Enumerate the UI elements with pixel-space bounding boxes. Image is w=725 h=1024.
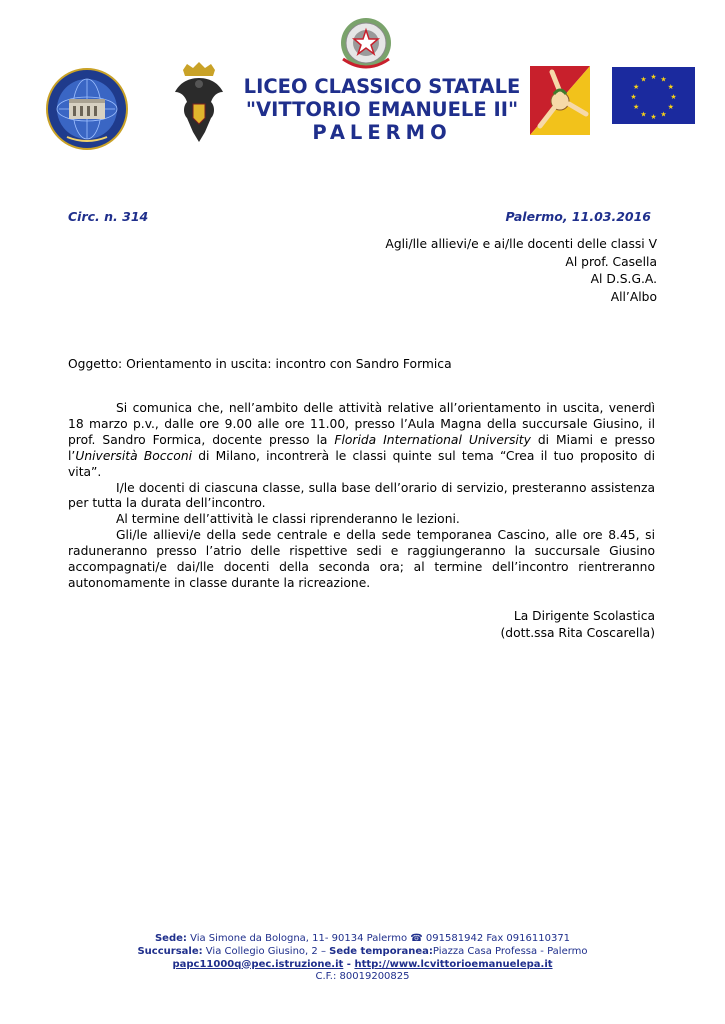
svg-text:★: ★: [630, 93, 637, 101]
eu-flag-icon: [612, 67, 695, 124]
circular-number: Circ. n. 314: [68, 209, 149, 224]
svg-text:★: ★: [667, 103, 674, 111]
letterhead-footer: [100, 933, 625, 984]
body-paragraph-2: I/le docenti di ciascuna classe, sulla base dell’orario di servizio, presteranno assistenza per tutta la durata dell’incontro.: [68, 480, 655, 511]
svg-text:★: ★: [650, 113, 657, 121]
body-paragraph-3: Al termine dell’attività le classi riprenderanno le lezioni.: [116, 512, 460, 527]
svg-text:★: ★: [660, 75, 667, 84]
footer-line-3: papc11000q@pec.istruzione.it - http://www.lcvittorioemanuelepa.it: [172, 958, 553, 970]
pec-email-link[interactable]: papc11000q@pec.istruzione.it: [172, 958, 344, 970]
school-name: [232, 75, 532, 144]
recipient-line: Al prof. Casella: [565, 254, 657, 269]
signature-name: (dott.ssa Rita Coscarella): [500, 626, 655, 640]
footer-line-2: Succursale: Via Collegio Giusino, 2 – Sede temporanea:Piazza Casa Professa - Palermo: [137, 945, 588, 957]
recipient-line: All’Albo: [610, 289, 657, 304]
svg-text:★: ★: [640, 75, 647, 84]
school-name-line2: "VITTORIO EMANUELE II": [245, 98, 519, 121]
italian-republic-emblem-icon: [337, 15, 395, 72]
place-date: Palermo, 11.03.2016: [505, 209, 651, 224]
subject-line: Oggetto: Orientamento in uscita: incontro con Sandro Formica: [68, 357, 452, 371]
university-name: Florida International University: [334, 432, 531, 447]
university-name: Università Bocconi: [75, 448, 193, 463]
school-name-line1: LICEO CLASSICO STATALE: [243, 75, 521, 98]
svg-text:★: ★: [640, 110, 647, 119]
svg-text:★: ★: [633, 103, 640, 111]
signature-role: La Dirigente Scolastica: [513, 609, 655, 623]
recipients-block: [385, 236, 657, 306]
palermo-coat-of-arms-icon: [173, 62, 225, 148]
svg-text:★: ★: [660, 110, 667, 119]
tax-code: C.F.: 80019200825: [315, 971, 410, 983]
recipient-line: Agli/lle allievi/e e ai/lle docenti delle classi V: [385, 237, 657, 251]
body-paragraph-1: Si comunica che, nell’ambito delle attività relative all’orientamento in uscita, venerdì 18 marzo p.v., dalle ore 9.00 alle ore 11.00, presso l’Aula Magna della succursale Giusino, il prof. Sandro Formica, docente presso la Florida International University di Miami e presso l’Università Bocconi di Milano, incontrerà le classi quinte sul tema “Crea il tuo proposito di vita”.: [68, 401, 655, 479]
website-link[interactable]: http://www.lcvittorioemanuelepa.it: [354, 958, 553, 970]
sicily-flag-icon: [530, 66, 590, 135]
svg-text:★: ★: [650, 73, 657, 81]
footer-line-1: Sede: Via Simone da Bologna, 11- 90134 Palermo ☎ 091581942 Fax 0916110371: [154, 933, 571, 944]
signature-block: [501, 608, 656, 642]
recipient-line: Al D.S.G.A.: [590, 272, 657, 286]
body-paragraph-4: Gli/le allievi/e della sede centrale e della sede temporanea Cascino, alle ore 8.45, si raduneranno presso l’atrio delle rispettive sedi e raggiungeranno la succursale Giusino accompagnati/e dai/lle docenti della seconda ora; al termine dell’incontro rientreranno autonomamente in classe durante la ricreazione.: [68, 528, 655, 590]
svg-text:★: ★: [667, 83, 674, 91]
phone-icon: ☎: [410, 933, 423, 944]
svg-text:★: ★: [633, 83, 640, 91]
svg-text:★: ★: [670, 93, 677, 101]
school-round-logo: [45, 67, 129, 151]
school-city: PALERMO: [312, 121, 452, 144]
letter-body: [68, 401, 655, 592]
